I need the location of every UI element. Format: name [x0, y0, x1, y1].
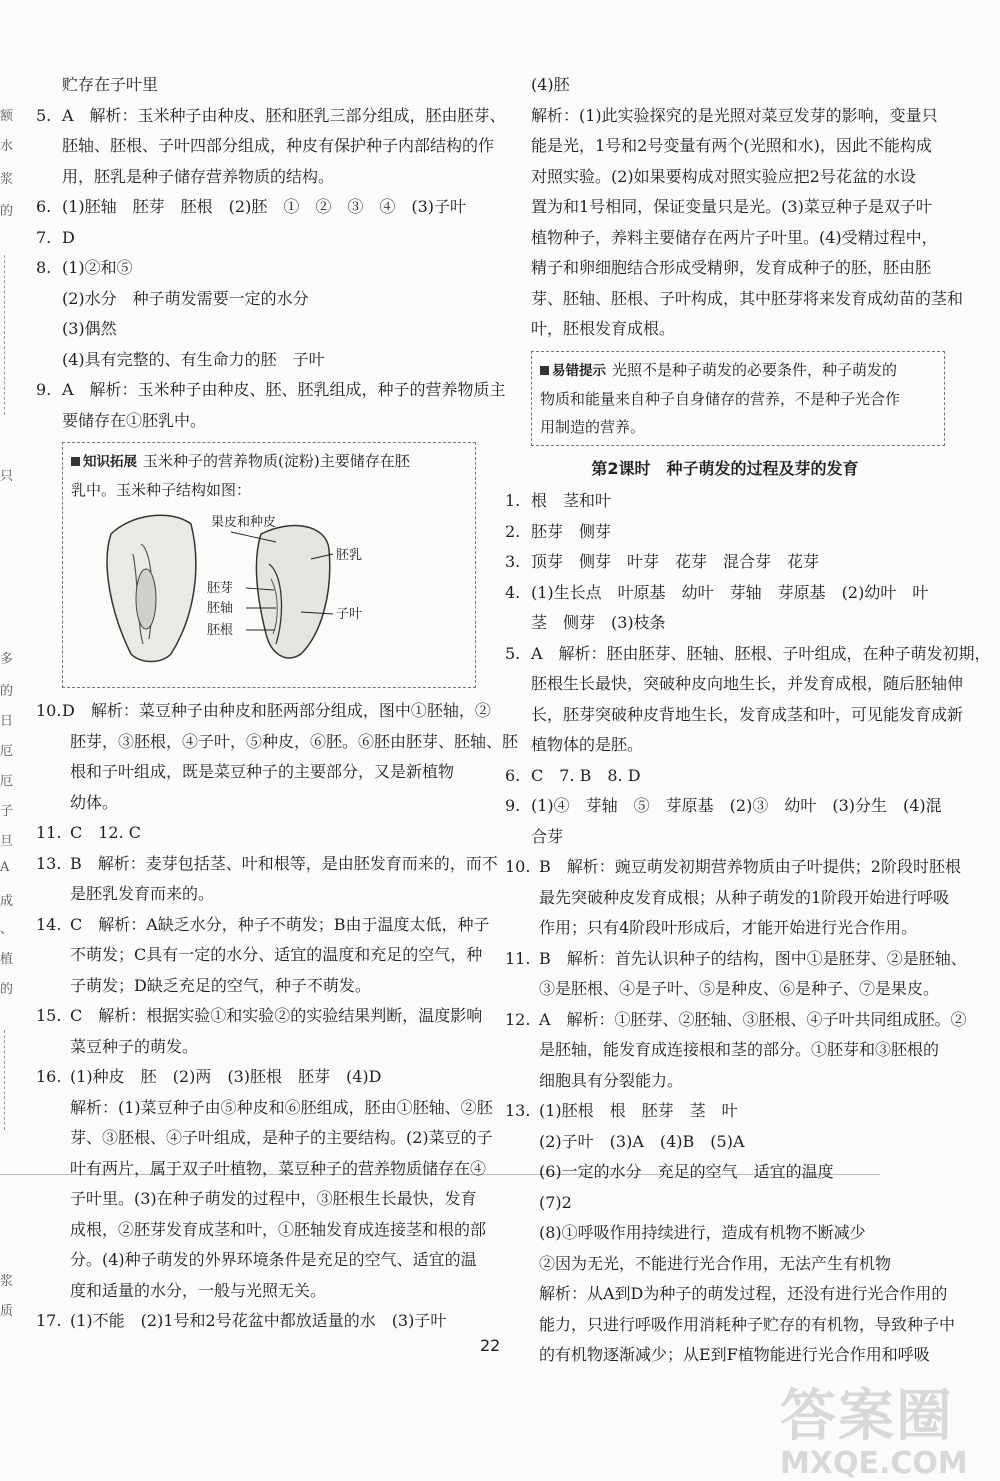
answer-number: 3.: [505, 552, 521, 571]
answer-line: 置为和1号相同，保证变量只是光。(3)菜豆种子是双子叶: [531, 197, 932, 216]
answer-line: C 7. B 8. D: [531, 765, 641, 785]
answer-line: 是胚轴，能发育成连接根和茎的部分。①胚芽和③胚根的: [539, 1040, 940, 1059]
tip-box: [531, 351, 945, 446]
answer-line: (1)种皮 胚 (2)两 (3)胚根 胚芽 (4)D: [70, 1067, 382, 1086]
answer-line: 芽、胚轴、胚根、子叶构成，其中胚芽将来发育成幼苗的茎和: [531, 288, 964, 308]
answer-line: 用，胚乳是种子储存营养物质的结构。: [62, 166, 335, 186]
label-cotyledon: 子叶: [336, 607, 363, 622]
answer-line: 胚轴、胚根、子叶四部分组成，种皮有保护种子内部结构的作: [62, 136, 495, 155]
answer-line: 胚芽，③胚根，④子叶，⑤种皮，⑥胚。⑥胚由胚芽、胚轴、胚: [70, 731, 519, 751]
strip-char: 植: [0, 952, 14, 967]
strip-char: 多: [0, 652, 14, 667]
answer-line: A 解析：玉米种子由种皮、胚和胚乳三部分组成，胚由胚芽、: [62, 105, 506, 125]
answer-7: [36, 223, 476, 254]
answer-number: 17.: [36, 1311, 62, 1330]
answer-number: 6.: [505, 765, 521, 785]
answer-number: 11.: [36, 823, 62, 842]
strip-char: 只: [0, 469, 14, 484]
answer-line: 能力，只进行呼吸作用消耗种子贮存的有机物，导致种子中: [539, 1314, 956, 1334]
answer-line: 解析：(1)此实验探究的是光照对菜豆发芽的影响，变量只: [531, 105, 938, 125]
strip-char: 旦: [0, 834, 14, 849]
answer-number: 11.: [505, 948, 531, 968]
answer-line: (1)②和⑤: [62, 258, 133, 277]
answer-6r: [505, 761, 945, 792]
answer-line: 菜豆种子的萌发。: [70, 1036, 199, 1056]
answer-number: 8.: [36, 258, 52, 277]
left-column: [36, 70, 519, 1337]
knowledge-box: [62, 442, 476, 688]
answer-8: [36, 253, 476, 375]
answer-line: (6)一定的水分 充足的空气 适宜的温度: [539, 1162, 834, 1181]
corn-seed-outline: [107, 515, 196, 661]
answer-6: [36, 192, 476, 223]
answer-line: 解析：(1)菜豆种子由⑤种皮和⑥胚组成，胚由①胚轴、②胚: [70, 1097, 493, 1117]
answer-number: 7.: [36, 227, 52, 247]
answer-line: ②因为无光，不能进行光合作用，无法产生有机物: [539, 1253, 892, 1273]
label-endosperm: 胚乳: [336, 548, 363, 563]
strip-char: 子: [0, 804, 14, 819]
answer-10r: [505, 852, 961, 944]
box-text: 光照不是种子萌发的必要条件，种子萌发的: [612, 360, 898, 379]
answer-line: 要储存在①胚乳中。: [62, 410, 207, 430]
answer-number: 9.: [36, 380, 52, 399]
answer-12r: [505, 1005, 967, 1097]
strip-char: 成: [0, 894, 14, 909]
answer-line: ③是胚根、④是子叶、⑤是种皮、⑥是种子、⑦是果皮。: [539, 979, 940, 998]
answer-line: 子叶里。(3)在种子萌发的过程中，③胚根生长最快，发育: [70, 1189, 477, 1208]
answer-line: 贮存在子叶里: [62, 75, 159, 94]
watermark-url: MXQE.COM: [780, 1446, 968, 1481]
strip-char: 厄: [0, 744, 14, 759]
answer-13: [36, 849, 498, 910]
box-text: 物质和能量来自种子自身储存的营养，不是种子光合作: [540, 389, 901, 408]
answer-line: 分。(4)种子萌发的外界环境条件是充足的空气、适宜的温: [70, 1250, 477, 1269]
answer-number: 5.: [36, 105, 52, 125]
box-text: 玉米种子的营养物质(淀粉)主要储存在胚: [143, 452, 410, 470]
corn-seed-diagram: [71, 504, 451, 674]
label-hypocotyl: 胚轴: [207, 601, 234, 616]
answer-line: D 解析：菜豆种子由种皮和胚两部分组成，图中①胚轴，②: [62, 701, 491, 720]
answer-line: 长，胚芽突破种皮背地生长，发育成茎和叶，可见能发育成新: [531, 704, 964, 724]
answer-number: 4.: [505, 582, 521, 602]
answer-5r: [505, 639, 991, 761]
answer-line: B 解析：麦芽包括茎、叶和根等，是由胚发育而来的，而不: [70, 853, 498, 873]
lesson-title: 第2课时 种子萌发的过程及芽的发育: [591, 458, 859, 478]
right-column: [505, 70, 991, 1371]
answer-line: 细胞具有分裂能力。: [539, 1070, 684, 1090]
answer-line: 根和子叶组成，既是菜豆种子的主要部分，又是新植物: [70, 762, 455, 781]
page-number: 22: [480, 1336, 501, 1355]
label-plumule: 胚芽: [207, 581, 234, 596]
strip-char: 的: [0, 684, 14, 699]
answer-3: [505, 547, 945, 578]
answer-11: [36, 818, 476, 849]
watermark-logo: 答案圈: [780, 1384, 954, 1449]
answer-line: 叶，胚根发育成根。: [531, 319, 676, 338]
answer-line: 最先突破种皮发育成根；从种子萌发的1阶段开始进行呼吸: [539, 887, 950, 907]
label-pericarp: 果皮和种皮: [211, 515, 277, 530]
answer-line: A 解析：玉米种子由种皮、胚、胚乳组成，种子的营养物质主: [62, 380, 506, 399]
answer-line: C 解析：根据实验①和实验②的实验结果判断，温度影响: [70, 1006, 483, 1025]
answer-line: 植物体的是胚。: [531, 735, 644, 754]
answer-number: 16.: [36, 1067, 62, 1086]
strip-char: 、: [0, 922, 14, 937]
answer-line: 根 茎和叶: [531, 491, 612, 510]
watermark: [780, 1372, 970, 1481]
answer-number: 13.: [505, 1101, 531, 1120]
margin-dash: [4, 255, 13, 415]
answer-line: (1)不能 (2)1号和2号花盆中都放适量的水 (3)子叶: [70, 1311, 447, 1330]
answer-line: (7)2: [539, 1192, 572, 1212]
answer-number: 9.: [505, 796, 521, 815]
answer-line: B 解析：首先认识种子的结构，图中①是胚芽、②是胚轴、: [539, 948, 967, 968]
answer-number: 12.: [505, 1009, 531, 1029]
answer-number: 13.: [36, 853, 62, 873]
answer-number: 14.: [36, 914, 62, 934]
answer-line: 是胚乳发育而来的。: [70, 884, 215, 903]
answer-2: [505, 517, 945, 548]
answer-line: 子萌发；D缺乏充足的空气，种子不萌发。: [70, 975, 371, 995]
strip-char: 额: [0, 109, 14, 124]
answer-line: 幼体。: [70, 792, 119, 812]
strip-char: 浆: [0, 172, 14, 187]
strip-char: 日: [0, 714, 14, 729]
answer-line: 不萌发；C具有一定的水分、适宜的温度和充足的空气，种: [70, 945, 483, 964]
answer-number: 1.: [505, 491, 521, 510]
answer-line: (4)胚: [531, 75, 570, 94]
strip-char: 质: [0, 1304, 14, 1319]
answer-line: B 解析：豌豆萌发初期营养物质由子叶提供；2阶段时胚根: [539, 857, 961, 876]
answer-line: (1)胚根 根 胚芽 茎 叶: [539, 1101, 738, 1120]
answer-line: 作用；只有4阶段叶形成后，才能开始进行光合作用。: [539, 918, 918, 937]
answer-line: 能是光，1号和2号变量有两个(光照和水)，因此不能构成: [531, 136, 932, 155]
answer-line: (1)胚轴 胚芽 胚根 (2)胚 ① ② ③ ④ (3)子叶: [62, 197, 466, 216]
square-icon: [540, 366, 549, 375]
answer-line: 胚根生长最快，突破种皮向地生长，并发育成根，随后胚轴伸: [531, 674, 964, 693]
strip-char: 厄: [0, 774, 14, 789]
answer-line: 茎 侧芽 (3)枝条: [531, 613, 666, 632]
strip-char: 水: [0, 139, 14, 154]
answer-line: (8)①呼吸作用持续进行，造成有机物不断减少: [539, 1223, 866, 1242]
answer-13r: [505, 1096, 956, 1371]
answer-line: 顶芽 侧芽 叶芽 花芽 混合芽 花芽: [531, 552, 820, 571]
strip-char: 的: [0, 982, 14, 997]
answer-4: [505, 578, 945, 639]
corn-seed-section: [256, 526, 329, 658]
answer-line: 芽、③胚根、④子叶组成，是种子的主要结构。(2)菜豆的子: [70, 1128, 493, 1147]
answer-line: 精子和卵细胞结合形成受精卵，发育成种子的胚，胚由胚: [531, 258, 932, 277]
strip-char: 浆: [0, 1274, 14, 1289]
answer-line: 叶有两片，属于双子叶植物，菜豆种子的营养物质储存在④: [70, 1158, 487, 1178]
answer-15: [36, 1001, 483, 1062]
answer-number: 15.: [36, 1006, 62, 1025]
box-tag: 知识拓展: [71, 454, 137, 470]
answer-line: 解析：从A到D为种子的萌发过程，还没有进行光合作用的: [539, 1284, 948, 1303]
answer-9: [36, 375, 506, 436]
answer-line: 合芽: [531, 826, 564, 846]
label-radicle: 胚根: [207, 623, 234, 638]
answer-number: 10.: [36, 701, 62, 720]
square-icon: [71, 457, 80, 466]
answer-line: (1)④ 芽轴 ⑤ 芽原基 (2)③ 幼叶 (3)分生 (4)混: [531, 796, 942, 815]
answer-line: 度和适量的水分，一般与光照无关。: [70, 1280, 327, 1300]
answer-number: 6.: [36, 197, 52, 216]
answer-line: 对照实验。(2)如果要构成对照实验应把2号花盆的水设: [531, 166, 916, 186]
answer-5: [36, 101, 506, 193]
answer-line: 胚芽 侧芽: [531, 521, 612, 541]
answer-number: 2.: [505, 521, 521, 541]
answer-line: 的有机物逐渐减少；从E到F植物能进行光合作用和呼吸: [539, 1345, 930, 1364]
answer-line: C 解析：A缺乏水分，种子不萌发；B由于温度太低，种子: [70, 914, 490, 934]
answer-14: [36, 910, 490, 1002]
answer-number: 5.: [505, 643, 521, 663]
answer-line: 成根，②胚芽发育成茎和叶，①胚轴发育成连接茎和根的部: [70, 1219, 487, 1239]
box-text: 用制造的营养。: [540, 417, 646, 436]
answer-line: 植物种子，养料主要储存在两片子叶里。(4)受精过程中，: [531, 227, 938, 247]
answer-line: (1)生长点 叶原基 幼叶 芽轴 芽原基 (2)幼叶 叶: [531, 582, 929, 602]
answer-1: [505, 486, 945, 517]
margin-dash: [4, 1030, 13, 1130]
answer-11r: [505, 944, 967, 1005]
strip-char: 的: [0, 204, 14, 219]
answer-line: A 解析：胚由胚芽、胚轴、胚根、子叶组成，在种子萌发初期，: [531, 643, 991, 663]
answer-16: [36, 1062, 493, 1306]
answer-line: (2)子叶 (3)A (4)B (5)A: [539, 1131, 745, 1151]
answer-line: D: [62, 227, 75, 247]
answer-10: [36, 696, 519, 818]
box-text: 乳中。玉米种子结构如图：: [71, 481, 252, 499]
answer-line: (2)水分 种子萌发需要一定的水分: [62, 288, 309, 308]
answer-number: 10.: [505, 857, 531, 876]
answer-line: A 解析：①胚芽、②胚轴、③胚根、④子叶共同组成胚。②: [539, 1009, 967, 1029]
answer-9r: [505, 791, 945, 852]
answer-line: (4)具有完整的、有生命力的胚 子叶: [62, 349, 325, 369]
answer-17: [36, 1306, 476, 1337]
answer-line: (3)偶然: [62, 319, 117, 338]
answer-line: C 12. C: [70, 823, 142, 842]
box-tag: 易错提示: [540, 363, 606, 379]
strip-char: A: [0, 860, 10, 875]
